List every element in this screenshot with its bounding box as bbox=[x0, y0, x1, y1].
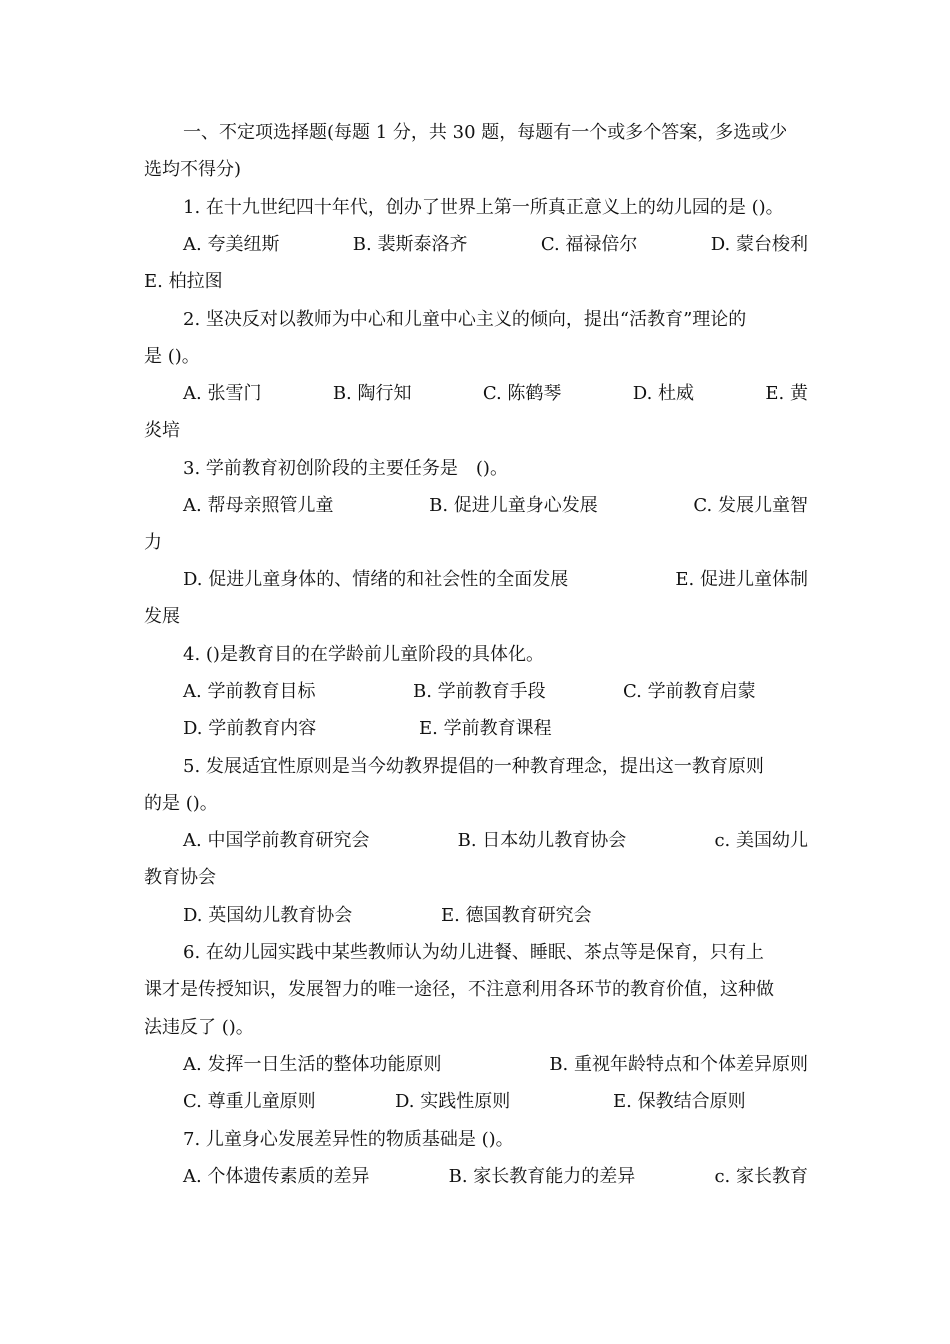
option: A. 中国学前教育研究会 bbox=[183, 830, 370, 851]
option: E. 黄 bbox=[765, 383, 808, 404]
question-3-option-wrap: 力 bbox=[144, 532, 162, 553]
section-heading-cont: 选均不得分) bbox=[144, 159, 242, 180]
question-1-stem: 1. 在十九世纪四十年代，创办了世界上第一所真正意义上的幼儿园的是 ()。 bbox=[183, 197, 784, 218]
option: D. 蒙台梭利 bbox=[710, 234, 808, 255]
question-7-stem: 7. 儿童身心发展差异性的物质基础是 ()。 bbox=[183, 1129, 514, 1150]
question-5-options-2 bbox=[183, 897, 808, 934]
option: C. 尊重儿童原则 bbox=[183, 1091, 316, 1112]
question-4-options bbox=[183, 673, 808, 710]
option: B. 学前教育手段 bbox=[413, 681, 546, 702]
option: A. 个体遗传素质的差异 bbox=[183, 1166, 370, 1187]
option: D. 实践性原则 bbox=[395, 1091, 511, 1112]
option: D. 学前教育内容 bbox=[183, 718, 317, 739]
option: C. 学前教育启蒙 bbox=[623, 681, 756, 702]
option: B. 裴斯泰洛齐 bbox=[352, 234, 468, 255]
question-6-options-2 bbox=[183, 1083, 808, 1120]
option: B. 陶行知 bbox=[332, 383, 412, 404]
question-5-option-wrap: 教育协会 bbox=[144, 867, 216, 888]
section-heading: 一、不定项选择题(每题 1 分，共 30 题，每题有一个或多个答案，多选或少 bbox=[183, 122, 788, 143]
option: c. 美国幼儿 bbox=[714, 830, 808, 851]
question-3-options bbox=[183, 487, 808, 524]
question-5-stem-cont: 的是 ()。 bbox=[144, 793, 218, 814]
option: A. 发挥一日生活的整体功能原则 bbox=[183, 1054, 442, 1075]
question-7-options bbox=[183, 1158, 808, 1195]
option: B. 重视年龄特点和个体差异原则 bbox=[549, 1054, 808, 1075]
option: D. 英国幼儿教育协会 bbox=[183, 905, 353, 926]
question-1-option-e: E. 柏拉图 bbox=[144, 271, 223, 292]
question-5-stem: 5. 发展适宜性原则是当今幼教界提倡的一种教育理念，提出这一教育原则 bbox=[183, 756, 764, 777]
option: A. 学前教育目标 bbox=[183, 681, 316, 702]
question-4-options-2 bbox=[183, 710, 808, 747]
option: B. 日本幼儿教育协会 bbox=[457, 830, 627, 851]
option: A. 帮母亲照管儿童 bbox=[183, 495, 334, 516]
question-3-options-2 bbox=[183, 561, 808, 598]
question-2-stem-cont: 是 ()。 bbox=[144, 346, 200, 367]
option: E. 德国教育研究会 bbox=[441, 905, 592, 926]
option: D. 杜威 bbox=[632, 383, 695, 404]
question-1-options bbox=[183, 226, 808, 263]
question-2-options bbox=[183, 375, 808, 412]
question-6-stem-cont-2: 法违反了 ()。 bbox=[144, 1017, 254, 1038]
option: E. 学前教育课程 bbox=[419, 718, 552, 739]
question-4-stem: 4. ()是教育目的在学龄前儿童阶段的具体化。 bbox=[183, 644, 544, 665]
option: E. 促进儿童体制 bbox=[675, 569, 808, 590]
option: A. 夸美纽斯 bbox=[183, 234, 280, 255]
option: A. 张雪门 bbox=[183, 383, 262, 404]
question-6-options bbox=[183, 1046, 808, 1083]
option: E. 保教结合原则 bbox=[613, 1091, 746, 1112]
option: c. 家长教育 bbox=[714, 1166, 808, 1187]
option: C. 陈鹤琴 bbox=[482, 383, 562, 404]
option: D. 促进儿童身体的、情绪的和社会性的全面发展 bbox=[183, 569, 569, 590]
question-2-stem: 2. 坚决反对以教师为中心和儿童中心主义的倾向，提出“活教育”理论的 bbox=[183, 309, 747, 330]
question-5-options bbox=[183, 822, 808, 859]
option: C. 福禄倍尔 bbox=[540, 234, 638, 255]
question-6-stem-cont: 课才是传授知识，发展智力的唯一途径，不注意利用各环节的教育价值，这种做 bbox=[144, 979, 774, 1000]
option: B. 家长教育能力的差异 bbox=[448, 1166, 636, 1187]
question-3-option-wrap-2: 发展 bbox=[144, 606, 180, 627]
option: B. 促进儿童身心发展 bbox=[429, 495, 598, 516]
question-2-option-wrap: 炎培 bbox=[144, 420, 180, 441]
question-3-stem: 3. 学前教育初创阶段的主要任务是 ()。 bbox=[183, 458, 508, 479]
option: C. 发展儿童智 bbox=[693, 495, 808, 516]
question-6-stem: 6. 在幼儿园实践中某些教师认为幼儿进餐、睡眠、茶点等是保育，只有上 bbox=[183, 942, 764, 963]
